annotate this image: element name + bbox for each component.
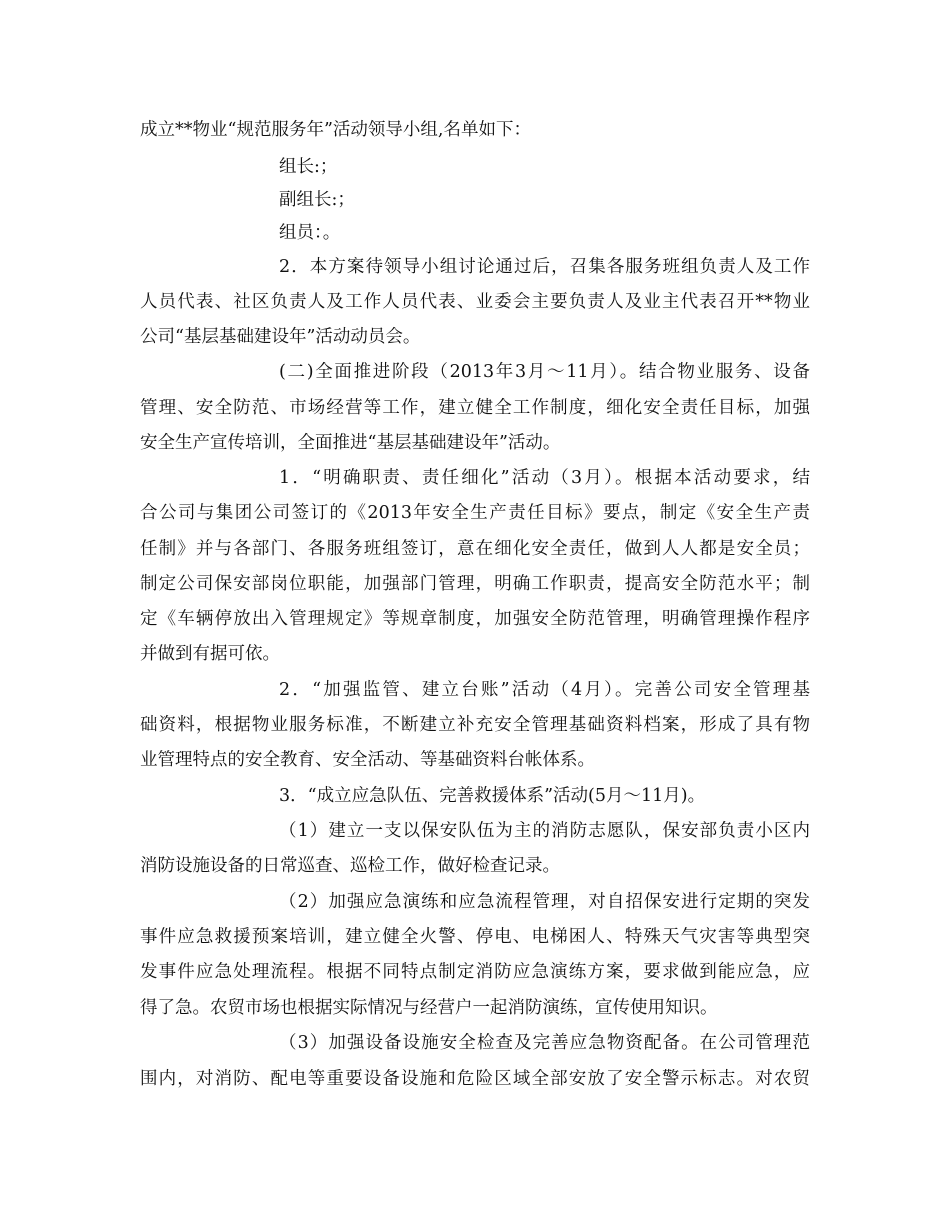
text-line: 消防设施设备的日常巡查、巡检工作，做好检查记录。 xyxy=(140,856,560,876)
text-line: 组长:； xyxy=(279,157,338,177)
text-line: 2．“加强监管、建立台账”活动（4月）。完善公司安全管理基 xyxy=(279,680,810,700)
text-line: 并做到有据可依。 xyxy=(140,644,280,664)
text-line: 公司“基层基础建设年”活动动员会。 xyxy=(140,327,421,347)
text-line: （2）加强应急演练和应急流程管理，对自招保安进行定期的突发 xyxy=(279,892,810,912)
text-line: （3）加强设备设施安全检查及完善应急物资配备。在公司管理范 xyxy=(279,1033,810,1053)
text-line: 3．“成立应急队伍、完善救援体系”活动(5月～11月)。 xyxy=(279,786,706,806)
text-line: 成立**物业“规范服务年”活动领导小组,名单如下： xyxy=(140,120,531,140)
text-line: 围内，对消防、配电等重要设备设施和危险区域全部安放了安全警示标志。对农贸 xyxy=(140,1069,810,1089)
text-line: 合公司与集团公司签订的《2013年安全生产责任目标》要点，制定《安全生产责 xyxy=(140,503,810,523)
text-line: 任制》并与各部门、各服务班组签订，意在细化安全责任，做到人人都是安全员； xyxy=(140,539,810,559)
text-line: （1）建立一支以保安队伍为主的消防志愿队，保安部负责小区内 xyxy=(279,821,810,841)
text-line: 制定公司保安部岗位职能，加强部门管理，明确工作职责，提高安全防范水平；制 xyxy=(140,574,810,594)
text-line: 得了急。农贸市场也根据实际情况与经营户一起消防演练，宣传使用知识。 xyxy=(140,998,718,1018)
text-line: 定《车辆停放出入管理规定》等规章制度，加强安全防范管理，明确管理操作程序 xyxy=(140,609,810,629)
text-line: 安全生产宣传培训，全面推进“基层基础建设年”活动。 xyxy=(140,433,561,453)
text-line: 管理、安全防范、市场经营等工作，建立健全工作制度，细化安全责任目标，加强 xyxy=(140,398,810,418)
text-line: 发事件应急处理流程。根据不同特点制定消防应急演练方案，要求做到能应急，应 xyxy=(140,962,810,982)
text-line: 业管理特点的安全教育、安全活动、等基础资料台帐体系。 xyxy=(140,750,595,770)
text-line: 副组长:； xyxy=(279,190,355,210)
text-line: 1．“明确职责、责任细化”活动（3月）。根据本活动要求，结 xyxy=(279,468,810,488)
text-line: (二)全面推进阶段（2013年3月～11月）。结合物业服务、设备 xyxy=(279,362,810,382)
text-line: 人员代表、社区负责人及工作人员代表、业委会主要负责人及业主代表召开**物业 xyxy=(140,292,810,312)
text-line: 事件应急救援预案培训，建立健全火警、停电、电梯困人、特殊天气灾害等典型突 xyxy=(140,927,810,947)
text-line: 组员：。 xyxy=(279,223,341,243)
text-line: 础资料，根据物业服务标准，不断建立补充安全管理基础资料档案，形成了具有物 xyxy=(140,715,810,735)
text-line: 2．本方案待领导小组讨论通过后，召集各服务班组负责人及工作 xyxy=(279,257,810,277)
